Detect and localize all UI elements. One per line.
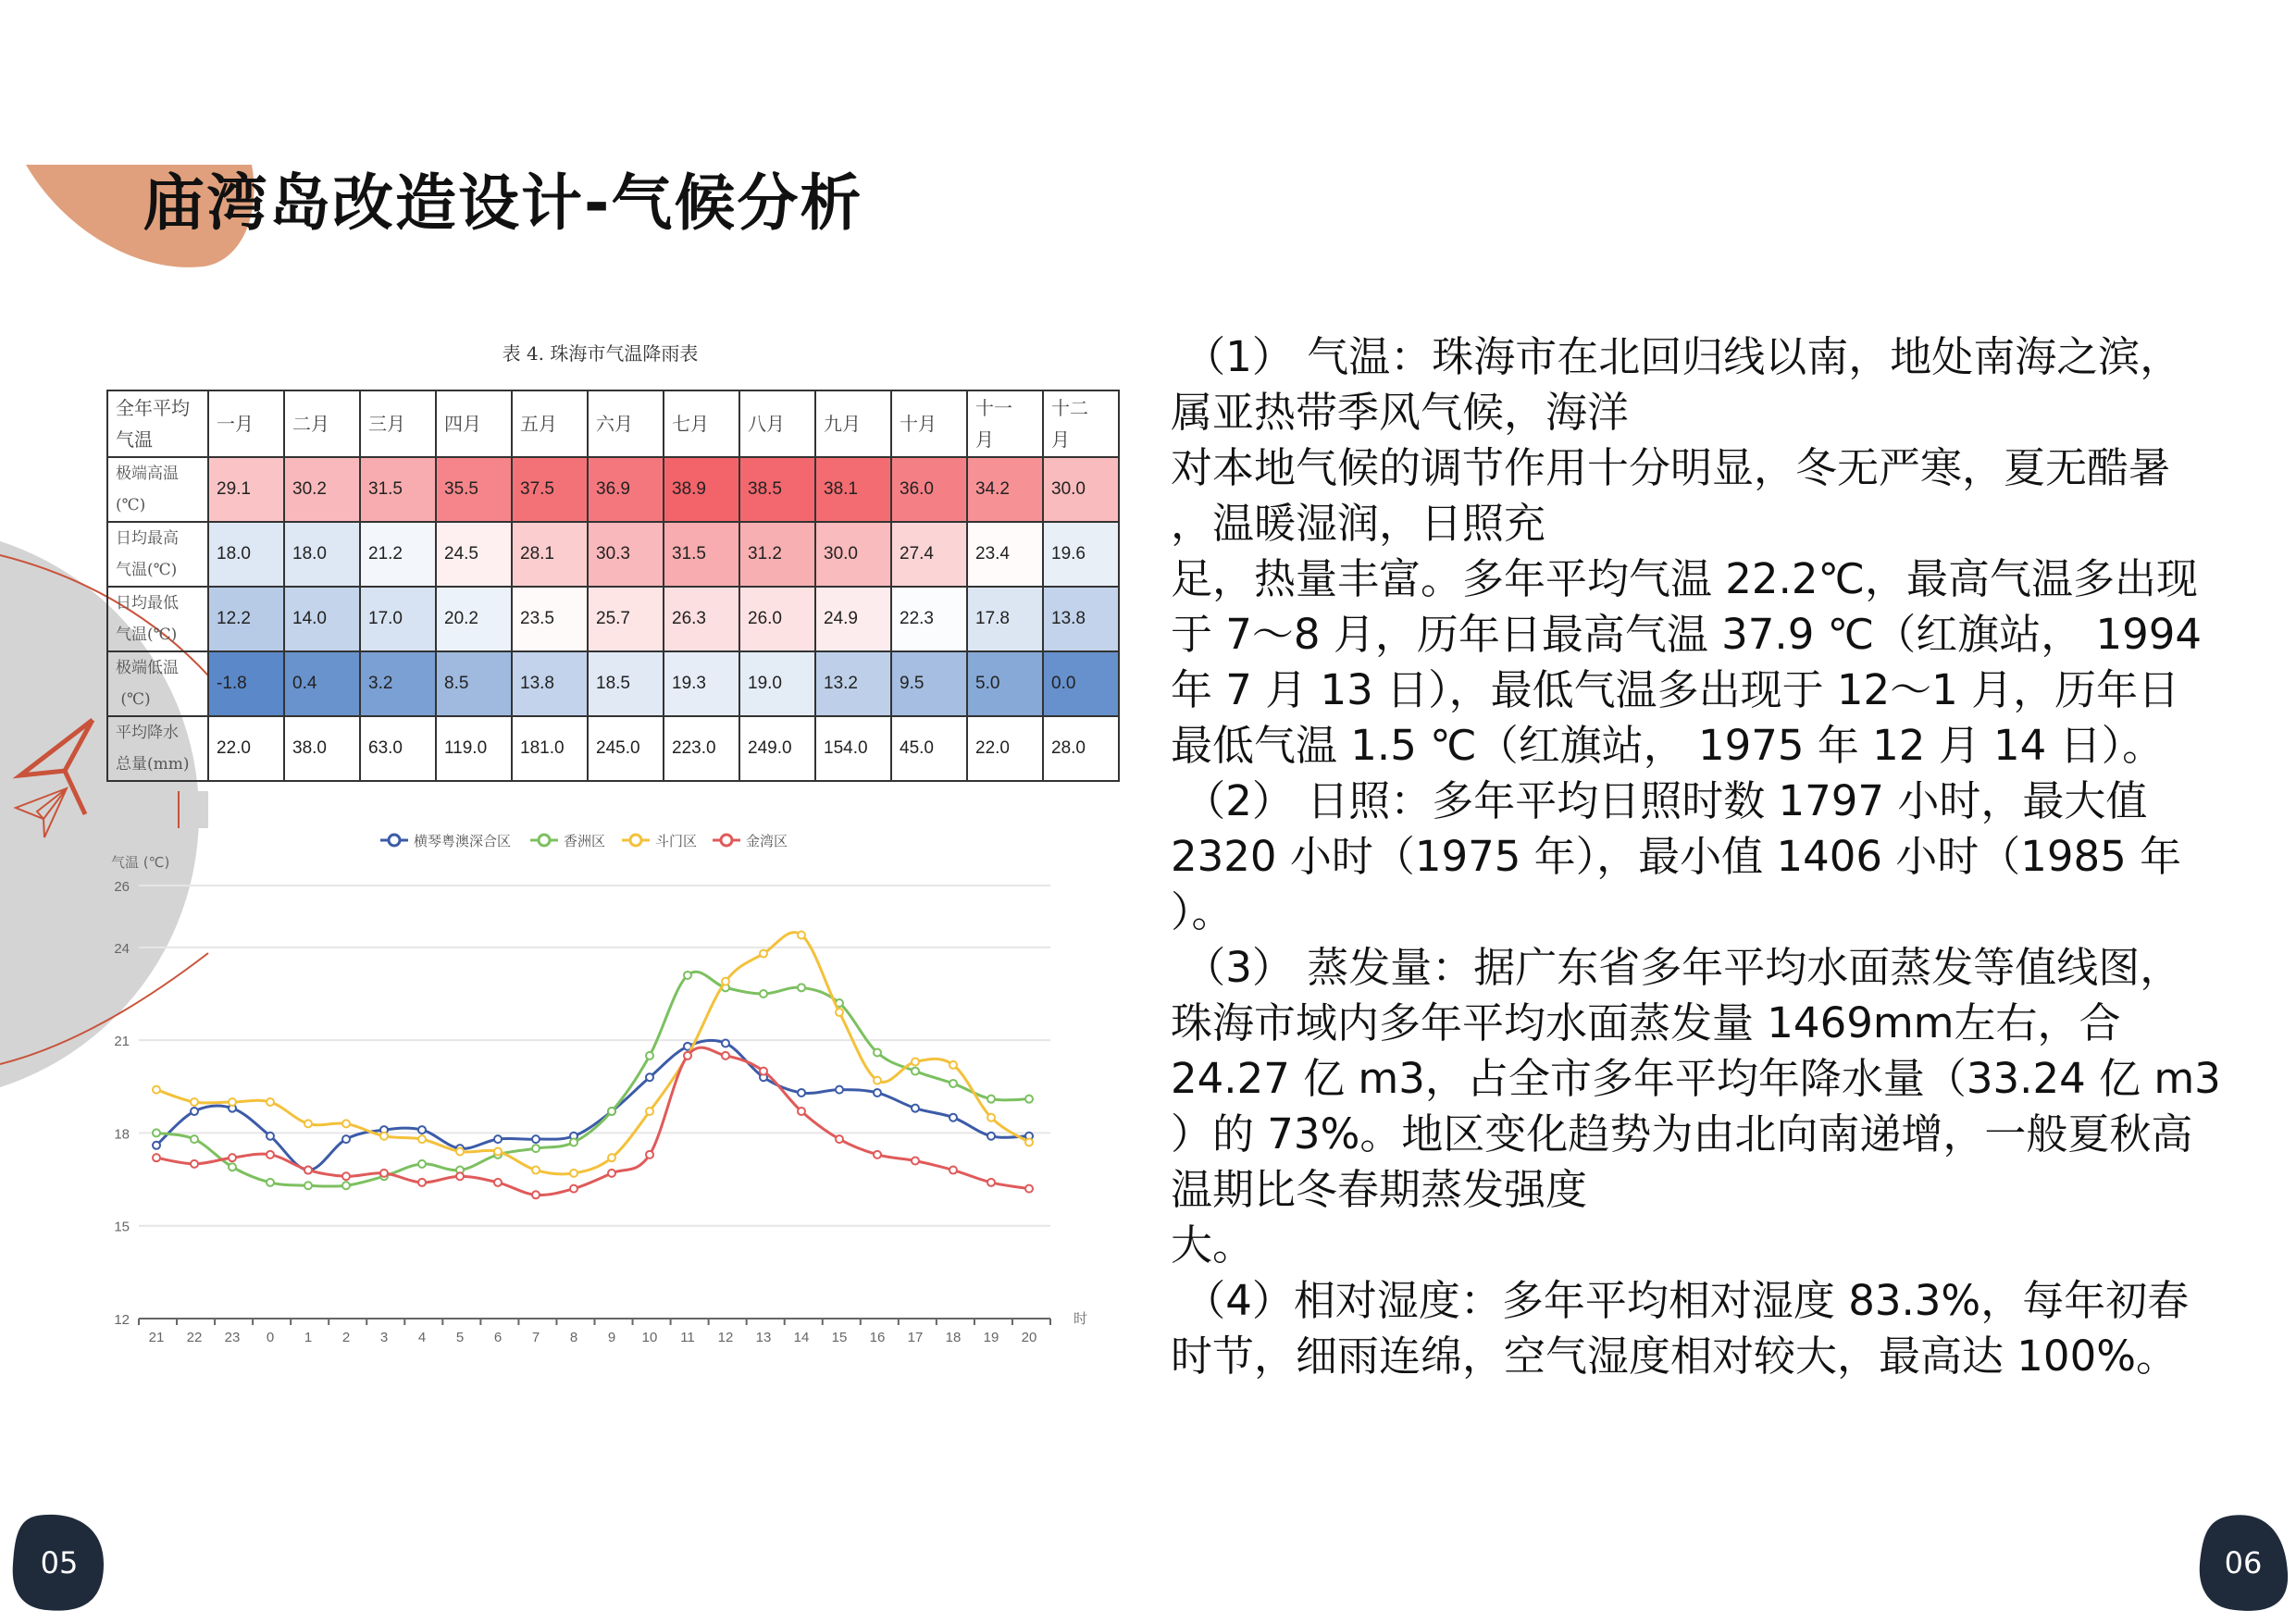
month-header: 十月 bbox=[891, 390, 967, 457]
description-line: ）。 bbox=[1171, 887, 1234, 936]
data-point bbox=[418, 1126, 426, 1134]
table-cell: 20.2 bbox=[436, 587, 512, 651]
x-tick-label: 6 bbox=[493, 1330, 503, 1345]
data-point bbox=[532, 1145, 540, 1152]
month-header: 十一 月 bbox=[967, 390, 1043, 457]
series-line-3 bbox=[156, 1047, 1029, 1195]
x-tick-label: 12 bbox=[717, 1330, 734, 1345]
header-corner: 全年平均 气温 bbox=[107, 390, 208, 457]
data-point bbox=[304, 1120, 312, 1127]
data-point bbox=[153, 1129, 160, 1136]
table-cell: 13.8 bbox=[1043, 587, 1119, 651]
table-cell: 18.0 bbox=[284, 522, 360, 587]
table-cell: 37.5 bbox=[512, 457, 588, 522]
x-tick-label: 17 bbox=[907, 1330, 924, 1345]
table-cell: 0.0 bbox=[1043, 651, 1119, 716]
data-point bbox=[608, 1108, 615, 1115]
data-point bbox=[267, 1098, 274, 1106]
data-point bbox=[798, 931, 805, 938]
series-line-0 bbox=[156, 1040, 1029, 1170]
table-cell: 19.6 bbox=[1043, 522, 1119, 587]
month-header: 六月 bbox=[588, 390, 664, 457]
data-point bbox=[798, 1108, 805, 1115]
legend-marker bbox=[389, 835, 400, 846]
table-cell: 181.0 bbox=[512, 716, 588, 781]
data-point bbox=[912, 1158, 919, 1165]
description-line: （3） 蒸发量：据广东省多年平均水面蒸发等值线图， bbox=[1171, 943, 2182, 992]
table-cell: 21.2 bbox=[360, 522, 436, 587]
table-cell: 26.3 bbox=[664, 587, 739, 651]
row-label: 极端高温 (℃) bbox=[107, 457, 208, 522]
table-cell: 8.5 bbox=[436, 651, 512, 716]
x-tick-label: 13 bbox=[755, 1330, 772, 1345]
data-point bbox=[646, 1052, 653, 1059]
description-line: 属亚热带季风气候，海洋 bbox=[1171, 388, 1630, 437]
table-cell: 18.0 bbox=[208, 522, 284, 587]
description-line: 时节，细雨连绵，空气湿度相对较大，最高达 100%。 bbox=[1171, 1332, 2178, 1381]
data-point bbox=[987, 1096, 995, 1103]
data-point bbox=[836, 1009, 843, 1016]
data-point bbox=[912, 1105, 919, 1112]
data-point bbox=[191, 1160, 198, 1168]
table-cell: 22.3 bbox=[891, 587, 967, 651]
table-cell: 26.0 bbox=[739, 587, 815, 651]
data-point bbox=[456, 1172, 464, 1180]
table-cell: 5.0 bbox=[967, 651, 1043, 716]
data-point bbox=[570, 1170, 577, 1177]
x-tick-label: 15 bbox=[831, 1330, 848, 1345]
table-cell: 22.0 bbox=[208, 716, 284, 781]
series-line-2 bbox=[156, 933, 1029, 1174]
table-cell: 245.0 bbox=[588, 716, 664, 781]
data-point bbox=[267, 1151, 274, 1158]
data-point bbox=[722, 1039, 729, 1047]
table-cell: 18.5 bbox=[588, 651, 664, 716]
table-cell: 30.2 bbox=[284, 457, 360, 522]
data-point bbox=[342, 1135, 350, 1143]
table-cell: -1.8 bbox=[208, 651, 284, 716]
month-header: 五月 bbox=[512, 390, 588, 457]
row-label: 日均最低 气温(℃) bbox=[107, 587, 208, 651]
data-point bbox=[229, 1163, 236, 1171]
legend-item-2 bbox=[622, 833, 697, 849]
table-cell: 34.2 bbox=[967, 457, 1043, 522]
month-header: 十二 月 bbox=[1043, 390, 1119, 457]
data-point bbox=[532, 1135, 540, 1143]
table-row bbox=[107, 587, 1119, 651]
data-point bbox=[646, 1073, 653, 1081]
table-cell: 249.0 bbox=[739, 716, 815, 781]
data-point bbox=[722, 978, 729, 985]
table-cell: 45.0 bbox=[891, 716, 967, 781]
temperature-line-chart bbox=[93, 814, 1111, 1360]
table-cell: 23.5 bbox=[512, 587, 588, 651]
row-label: 平均降水 总量(mm) bbox=[107, 716, 208, 781]
data-point bbox=[153, 1086, 160, 1094]
data-point bbox=[229, 1098, 236, 1106]
data-point bbox=[646, 1151, 653, 1158]
table-cell: 9.5 bbox=[891, 651, 967, 716]
x-tick-label: 1 bbox=[304, 1330, 313, 1345]
description-line: ）的 73%。地区变化趋势为由北向南递增，一般夏秋高 bbox=[1171, 1109, 2193, 1158]
x-axis-label: 时 bbox=[1074, 1310, 1088, 1327]
table-cell: 28.0 bbox=[1043, 716, 1119, 781]
table-cell: 14.0 bbox=[284, 587, 360, 651]
month-header: 一月 bbox=[208, 390, 284, 457]
data-point bbox=[874, 1089, 881, 1096]
table-cell: 38.5 bbox=[739, 457, 815, 522]
description-line: 2320 小时（1975 年），最小值 1406 小时（1985 年 bbox=[1171, 832, 2182, 881]
data-point bbox=[722, 1052, 729, 1059]
table-cell: 119.0 bbox=[436, 716, 512, 781]
month-header: 二月 bbox=[284, 390, 360, 457]
table-row bbox=[107, 716, 1119, 781]
legend-label: 斗门区 bbox=[655, 833, 698, 849]
data-point bbox=[532, 1191, 540, 1198]
data-point bbox=[191, 1135, 198, 1143]
table-cell: 23.4 bbox=[967, 522, 1043, 587]
y-tick-label: 18 bbox=[114, 1126, 130, 1143]
data-point bbox=[684, 1052, 691, 1059]
table-cell: 30.0 bbox=[1043, 457, 1119, 522]
y-axis-label: 气温 (℃) bbox=[111, 854, 170, 871]
page-number-right bbox=[2197, 1514, 2290, 1610]
data-point bbox=[229, 1154, 236, 1161]
data-point bbox=[191, 1098, 198, 1106]
table-cell: 19.0 bbox=[739, 651, 815, 716]
data-point bbox=[836, 1086, 843, 1094]
table-cell: 36.0 bbox=[891, 457, 967, 522]
table-row bbox=[107, 522, 1119, 587]
month-header: 八月 bbox=[739, 390, 815, 457]
data-point bbox=[798, 984, 805, 991]
data-point bbox=[760, 950, 767, 958]
legend-item-1 bbox=[530, 833, 605, 849]
data-point bbox=[646, 1108, 653, 1115]
table-cell: 154.0 bbox=[815, 716, 891, 781]
x-tick-label: 19 bbox=[983, 1330, 999, 1345]
description-line: 温期比冬春期蒸发强度 bbox=[1171, 1165, 1588, 1214]
table-cell: 31.5 bbox=[360, 457, 436, 522]
legend-label: 金湾区 bbox=[746, 833, 788, 849]
table-cell: 24.9 bbox=[815, 587, 891, 651]
table-cell: 22.0 bbox=[967, 716, 1043, 781]
legend-item-0 bbox=[380, 833, 511, 849]
x-tick-label: 20 bbox=[1021, 1330, 1037, 1345]
data-point bbox=[304, 1182, 312, 1189]
x-tick-label: 2 bbox=[341, 1330, 351, 1345]
table-cell: 38.0 bbox=[284, 716, 360, 781]
table-cell: 36.9 bbox=[588, 457, 664, 522]
description-line: 足，热量丰富。多年平均气温 22.2℃，最高气温多出现 bbox=[1171, 554, 2199, 603]
table-cell: 223.0 bbox=[664, 716, 739, 781]
legend-marker bbox=[721, 835, 732, 846]
climate-table bbox=[106, 390, 1120, 782]
data-point bbox=[494, 1135, 502, 1143]
description-line: 大。 bbox=[1171, 1220, 1255, 1270]
description-line: 对本地气候的调节作用十分明显，冬无严寒，夏无酷暑 bbox=[1171, 443, 2171, 492]
data-point bbox=[949, 1080, 957, 1087]
data-point bbox=[760, 990, 767, 997]
data-point bbox=[494, 1179, 502, 1186]
data-point bbox=[267, 1133, 274, 1140]
legend-item-3 bbox=[713, 833, 788, 849]
description-line: 珠海市域内多年平均水面蒸发量 1469mm左右，合 bbox=[1171, 998, 2121, 1047]
description-line: ，温暖湿润，日照充 bbox=[1171, 499, 1546, 548]
data-point bbox=[1025, 1096, 1033, 1103]
table-cell: 38.9 bbox=[664, 457, 739, 522]
table-row bbox=[107, 457, 1119, 522]
data-point bbox=[836, 1135, 843, 1143]
data-point bbox=[987, 1114, 995, 1121]
data-point bbox=[570, 1138, 577, 1146]
data-point bbox=[608, 1170, 615, 1177]
month-header: 四月 bbox=[436, 390, 512, 457]
x-tick-label: 5 bbox=[455, 1330, 465, 1345]
table-cell: 30.0 bbox=[815, 522, 891, 587]
data-point bbox=[912, 1059, 919, 1066]
table-cell: 35.5 bbox=[436, 457, 512, 522]
x-tick-label: 8 bbox=[569, 1330, 578, 1345]
data-point bbox=[949, 1167, 957, 1174]
data-point bbox=[987, 1179, 995, 1186]
row-label: 日均最高 气温(℃) bbox=[107, 522, 208, 587]
data-point bbox=[987, 1133, 995, 1140]
data-point bbox=[456, 1147, 464, 1155]
data-point bbox=[912, 1068, 919, 1075]
x-tick-label: 23 bbox=[224, 1330, 241, 1345]
month-header: 九月 bbox=[815, 390, 891, 457]
legend-marker bbox=[539, 835, 550, 846]
month-header: 七月 bbox=[664, 390, 739, 457]
table-cell: 29.1 bbox=[208, 457, 284, 522]
table-cell: 17.8 bbox=[967, 587, 1043, 651]
table-cell: 38.1 bbox=[815, 457, 891, 522]
data-point bbox=[798, 1089, 805, 1096]
page-number-text: 05 bbox=[40, 1545, 79, 1580]
legend-label: 横琴粤澳深合区 bbox=[414, 833, 512, 849]
table-cell: 30.3 bbox=[588, 522, 664, 587]
x-tick-label: 9 bbox=[607, 1330, 616, 1345]
data-point bbox=[418, 1160, 426, 1168]
x-tick-label: 14 bbox=[793, 1330, 810, 1345]
x-tick-label: 16 bbox=[869, 1330, 886, 1345]
x-tick-label: 22 bbox=[186, 1330, 203, 1345]
x-tick-label: 10 bbox=[641, 1330, 658, 1345]
y-tick-label: 21 bbox=[114, 1034, 130, 1050]
data-point bbox=[342, 1120, 350, 1127]
data-point bbox=[570, 1185, 577, 1193]
data-point bbox=[760, 1068, 767, 1075]
data-point bbox=[418, 1179, 426, 1186]
x-tick-label: 18 bbox=[945, 1330, 962, 1345]
table-cell: 31.5 bbox=[664, 522, 739, 587]
description-line: 24.27 亿 m3，占全市多年平均年降水量（33.24 亿 m3 bbox=[1171, 1054, 2221, 1103]
legend-label: 香洲区 bbox=[564, 833, 606, 849]
page-number-left bbox=[13, 1514, 105, 1610]
data-point bbox=[494, 1147, 502, 1155]
table-cell: 31.2 bbox=[739, 522, 815, 587]
table-cell: 12.2 bbox=[208, 587, 284, 651]
table-cell: 0.4 bbox=[284, 651, 360, 716]
description-line: 最低气温 1.5 ℃（红旗站， 1975 年 12 月 14 日）。 bbox=[1171, 721, 2165, 770]
table-header-row bbox=[107, 390, 1119, 457]
data-point bbox=[874, 1151, 881, 1158]
page-number-text: 06 bbox=[2224, 1545, 2263, 1580]
legend-marker bbox=[630, 835, 641, 846]
description-line: （2） 日照：多年平均日照时数 1797 小时，最大值 bbox=[1171, 776, 2148, 825]
data-point bbox=[304, 1167, 312, 1174]
data-point bbox=[380, 1170, 388, 1177]
y-tick-label: 24 bbox=[114, 940, 130, 957]
data-point bbox=[684, 972, 691, 979]
data-point bbox=[153, 1154, 160, 1161]
x-tick-label: 7 bbox=[531, 1330, 540, 1345]
data-point bbox=[342, 1182, 350, 1189]
x-tick-label: 21 bbox=[148, 1330, 165, 1345]
y-tick-label: 12 bbox=[114, 1312, 130, 1328]
description-line: （4）相对湿度：多年平均相对湿度 83.3%，每年初春 bbox=[1171, 1276, 2190, 1325]
data-point bbox=[608, 1154, 615, 1161]
y-tick-label: 15 bbox=[114, 1219, 130, 1235]
table-cell: 13.2 bbox=[815, 651, 891, 716]
data-point bbox=[949, 1061, 957, 1069]
page-title: 庙湾岛改造设计-气候分析 bbox=[143, 167, 863, 239]
month-header: 三月 bbox=[360, 390, 436, 457]
row-label: 极端低温 (℃) bbox=[107, 651, 208, 716]
table-cell: 17.0 bbox=[360, 587, 436, 651]
description-line: （1） 气温：珠海市在北回归线以南，地处南海之滨， bbox=[1171, 332, 2182, 381]
table-cell: 27.4 bbox=[891, 522, 967, 587]
x-tick-label: 11 bbox=[680, 1330, 695, 1345]
y-tick-label: 26 bbox=[114, 879, 130, 895]
climate-description bbox=[1171, 329, 2221, 1384]
table-cell: 28.1 bbox=[512, 522, 588, 587]
table-cell: 24.5 bbox=[436, 522, 512, 587]
x-tick-label: 4 bbox=[417, 1330, 427, 1345]
data-point bbox=[191, 1108, 198, 1115]
x-tick-label: 3 bbox=[379, 1330, 389, 1345]
table-cell: 3.2 bbox=[360, 651, 436, 716]
data-point bbox=[874, 1049, 881, 1057]
data-point bbox=[342, 1172, 350, 1180]
table-caption: 表 4. 珠海市气温降雨表 bbox=[502, 342, 699, 365]
data-point bbox=[1025, 1185, 1033, 1193]
data-point bbox=[380, 1133, 388, 1140]
data-point bbox=[267, 1179, 274, 1186]
x-tick-label: 0 bbox=[266, 1330, 275, 1345]
table-cell: 63.0 bbox=[360, 716, 436, 781]
table-row bbox=[107, 651, 1119, 716]
description-line: 于 7～8 月，历年日最高气温 37.9 ℃（红旗站， 1994 bbox=[1171, 610, 2203, 659]
table-cell: 25.7 bbox=[588, 587, 664, 651]
description-line: 年 7 月 13 日），最低气温多出现于 12～1 月，历年日 bbox=[1171, 665, 2180, 714]
table-cell: 19.3 bbox=[664, 651, 739, 716]
data-point bbox=[1025, 1138, 1033, 1146]
data-point bbox=[949, 1114, 957, 1121]
table-cell: 13.8 bbox=[512, 651, 588, 716]
data-point bbox=[874, 1077, 881, 1084]
data-point bbox=[418, 1135, 426, 1143]
data-point bbox=[153, 1142, 160, 1149]
data-point bbox=[532, 1167, 540, 1174]
